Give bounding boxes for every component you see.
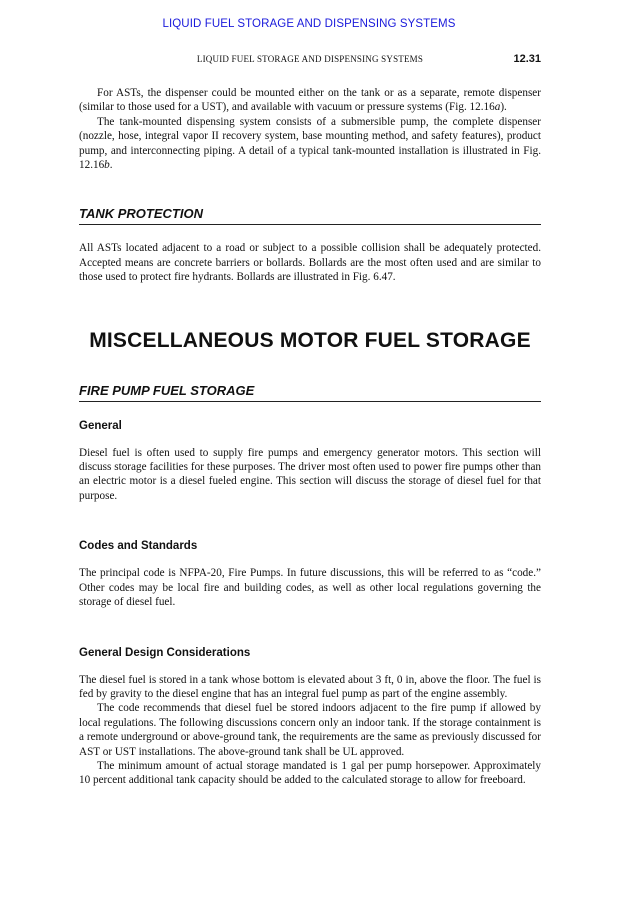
tank-protection-paragraph: All ASTs located adjacent to a road or subject to a possible collision shall be adequately protected. Accepted means are concrete barriers or bollards. Bollards are the most often used and are similar to those used to protect fire hydrants. Bollards are illustrated in Fig. 6.47.: [79, 242, 541, 284]
intro-paragraph-1-end: ).: [500, 101, 507, 114]
fire-pump-fuel-storage-heading: FIRE PUMP FUEL STORAGE: [79, 383, 541, 402]
codes-and-standards-heading: Codes and Standards: [79, 540, 198, 553]
page-number: 12.31: [513, 53, 541, 65]
page-body: [79, 86, 541, 788]
top-banner: LIQUID FUEL STORAGE AND DISPENSING SYSTEMS: [162, 18, 456, 30]
intro-paragraph-1: [79, 86, 541, 115]
intro-paragraph-2-end: .: [109, 159, 113, 172]
general-design-considerations-heading: General Design Considerations: [79, 646, 251, 659]
chapter-heading: MISCELLANEOUS MOTOR FUEL STORAGE: [89, 328, 531, 352]
general-heading: General: [79, 419, 122, 432]
figure-ref-italic-b: b: [104, 159, 110, 172]
codes-and-standards-paragraph: The principal code is NFPA-20, Fire Pumps. In future discussions, this will be referred to as “code.” Other codes may be local fire and building codes, as well as other local regulations governing the storage of diesel fuel.: [79, 567, 541, 609]
intro-paragraph-2: [79, 115, 541, 173]
running-head: [79, 54, 541, 68]
design-paragraph-3: The minimum amount of actual storage mandated is 1 gal per pump horsepower. Approximately 10 percent additional tank capacity should be added to the calculated storage to allow for freeboard.: [79, 759, 541, 787]
intro-paragraph-2-text: The tank-mounted dispensing system consists of a submersible pump, the complete dispenser (nozzle, hose, integral vapor II recovery system, base mounting method, and safety features), product pump, and interconnecting piping. A detail of a typical tank-mounted installation is illustrated in Fig. 12.16: [79, 115, 541, 172]
general-paragraph: Diesel fuel is often used to supply fire pumps and emergency generator motors. This section will discuss storage facilities for these purposes. The driver most often used to power fire pumps other than an electric motor is a diesel fueled engine. This section will discuss the storage of diesel fuel for that purpose.: [79, 446, 541, 502]
design-paragraph-1: The diesel fuel is stored in a tank whose bottom is elevated about 3 ft, 0 in, above the floor. The fuel is fed by gravity to the diesel engine that has an integral fuel pump as part of the engine assembly.: [79, 673, 541, 700]
figure-ref-italic-a: a: [494, 101, 501, 114]
intro-paragraph-1-text: For ASTs, the dispenser could be mounted either on the tank or as a separate, remote dispenser (similar to those used for a UST), and available with vacuum or pressure systems (Fig. 12.16: [79, 87, 541, 114]
running-head-title: LIQUID FUEL STORAGE AND DISPENSING SYSTEMS: [196, 54, 424, 64]
design-paragraph-2: The code recommends that diesel fuel be stored indoors adjacent to the fire pump if allowed by local regulations. The following discussions concern only an indoor tank. If the storage containment is a remote underground or above-ground tank, the requirements are the same as previously discussed for AST or UST installations. The above-ground tank shall be UL approved.: [79, 702, 541, 758]
tank-protection-heading: TANK PROTECTION: [79, 206, 541, 225]
